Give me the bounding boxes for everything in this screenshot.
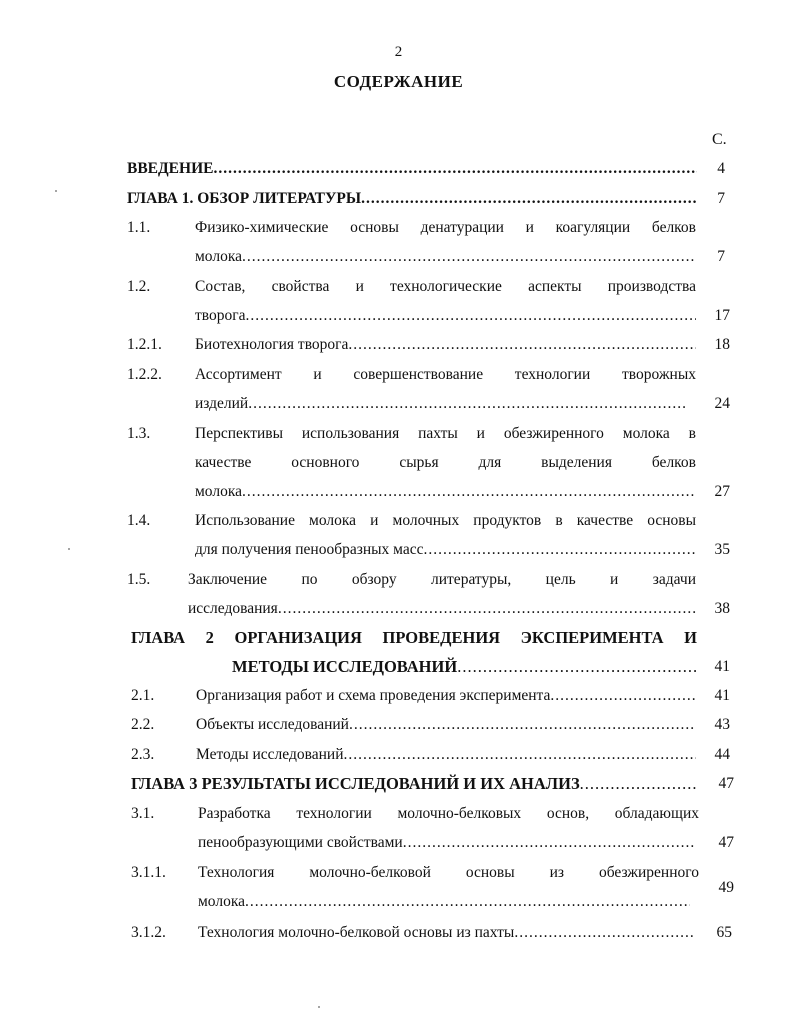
toc-line: творога ..... — [195, 305, 696, 327]
toc-line: исследования ..... — [188, 598, 696, 620]
toc-line: Технология молочно-белковой основы из обезжиренного — [198, 864, 699, 881]
toc-line: МЕТОДЫ ИССЛЕДОВАНИЙ ..... — [232, 656, 696, 678]
toc-page: 24 — [714, 395, 730, 412]
toc-number: 2.2. — [131, 716, 155, 733]
scan-speck — [68, 548, 70, 550]
toc-line: Ассортимент и совершенствование технологии творожных — [195, 366, 696, 383]
dot-leader — [242, 246, 696, 268]
toc-page: 41 — [714, 658, 730, 675]
toc-line: для получения пенообразных масс ..... — [195, 539, 696, 561]
toc-number: 2.1. — [131, 687, 155, 704]
toc-number: 1.2.1. — [127, 336, 162, 353]
toc-line: Перспективы использования пахты и обезжиренного молока в — [195, 425, 696, 442]
page-column-label: С. — [712, 131, 727, 148]
dot-leader — [550, 685, 696, 707]
toc-number: 1.1. — [127, 219, 151, 236]
dot-leader — [245, 305, 696, 327]
toc-page: 4 — [717, 160, 725, 177]
dot-leader — [457, 656, 696, 678]
dot-leader — [514, 922, 694, 944]
toc-page: 7 — [717, 190, 725, 207]
toc-page: 47 — [718, 775, 734, 792]
toc-line: пенообразующими свойствами ..... — [198, 832, 696, 854]
page-title: СОДЕРЖАНИЕ — [333, 72, 464, 91]
toc-page: 43 — [714, 716, 730, 733]
toc-line: Объекты исследований ..... — [196, 714, 696, 736]
dot-leader — [403, 832, 696, 854]
toc-page: 17 — [714, 307, 730, 324]
toc-page: 41 — [714, 687, 730, 704]
toc-line: ГЛАВА 3 РЕЗУЛЬТАТЫ ИССЛЕДОВАНИЙ И ИХ АНАЛИЗ ..... — [131, 773, 696, 795]
toc-line: Организация работ и схема проведения эксперимента ..... — [196, 685, 696, 707]
dot-leader — [344, 744, 697, 766]
toc-line: Биотехнология творога ..... — [195, 334, 696, 356]
dot-leader — [424, 539, 696, 561]
toc-line: ГЛАВА 2 ОРГАНИЗАЦИЯ ПРОВЕДЕНИЯ ЭКСПЕРИМЕНТА И — [131, 628, 697, 647]
toc-number: 3.1. — [131, 805, 155, 822]
toc-number: 3.1.2. — [131, 924, 166, 941]
toc-page: 49 — [718, 879, 734, 896]
toc-page: 35 — [714, 541, 730, 558]
toc-line: Использование молока и молочных продуктов в качестве основы — [195, 512, 696, 529]
dot-leader — [242, 481, 696, 503]
page-number: 2 — [394, 44, 403, 60]
toc-line: Методы исследований ..... — [196, 744, 696, 766]
toc-line: качестве основного сырья для выделения белков — [195, 454, 696, 471]
dot-leader — [349, 714, 696, 736]
toc-page: 44 — [714, 746, 730, 763]
dot-leader — [348, 334, 696, 356]
dot-leader — [278, 598, 696, 620]
dot-leader — [245, 891, 690, 913]
toc-line: ВВЕДЕНИЕ ..... — [127, 158, 697, 180]
toc-line: Физико-химические основы денатурации и коагуляции белков — [195, 219, 696, 236]
toc-number: 1.5. — [127, 571, 151, 588]
toc-page: 18 — [714, 336, 730, 353]
dot-leader — [361, 188, 697, 210]
toc-page: 27 — [714, 483, 730, 500]
toc-line: ГЛАВА 1. ОБЗОР ЛИТЕРАТУРЫ ..... — [127, 188, 697, 210]
dot-leader — [213, 158, 697, 180]
toc-page: 38 — [714, 600, 730, 617]
toc-number: 1.2.2. — [127, 366, 162, 383]
scan-speck — [318, 1006, 320, 1008]
toc-line: Разработка технологии молочно-белковых основ, обладающих — [198, 805, 699, 822]
toc-line: Технология молочно-белковой основы из пахты ..... — [198, 922, 694, 944]
dot-leader — [248, 393, 687, 415]
toc-line: Состав, свойства и технологические аспекты производства — [195, 278, 696, 295]
toc-number: 1.2. — [127, 278, 151, 295]
toc-number: 1.4. — [127, 512, 151, 529]
toc-line: изделий ..... — [195, 393, 687, 415]
toc-number: 1.3. — [127, 425, 151, 442]
toc-line: молока ..... — [195, 481, 696, 503]
toc-page: 65 — [716, 924, 732, 941]
toc-number: 3.1.1. — [131, 864, 166, 881]
toc-line: молока ..... — [195, 246, 696, 268]
toc-number: 2.3. — [131, 746, 155, 763]
toc-line: молока ..... — [198, 891, 690, 913]
toc-line: Заключение по обзору литературы, цель и задачи — [188, 571, 696, 588]
scan-speck — [55, 190, 57, 192]
toc-page: 47 — [718, 834, 734, 851]
toc-page: 7 — [717, 248, 725, 265]
dot-leader — [580, 773, 696, 795]
